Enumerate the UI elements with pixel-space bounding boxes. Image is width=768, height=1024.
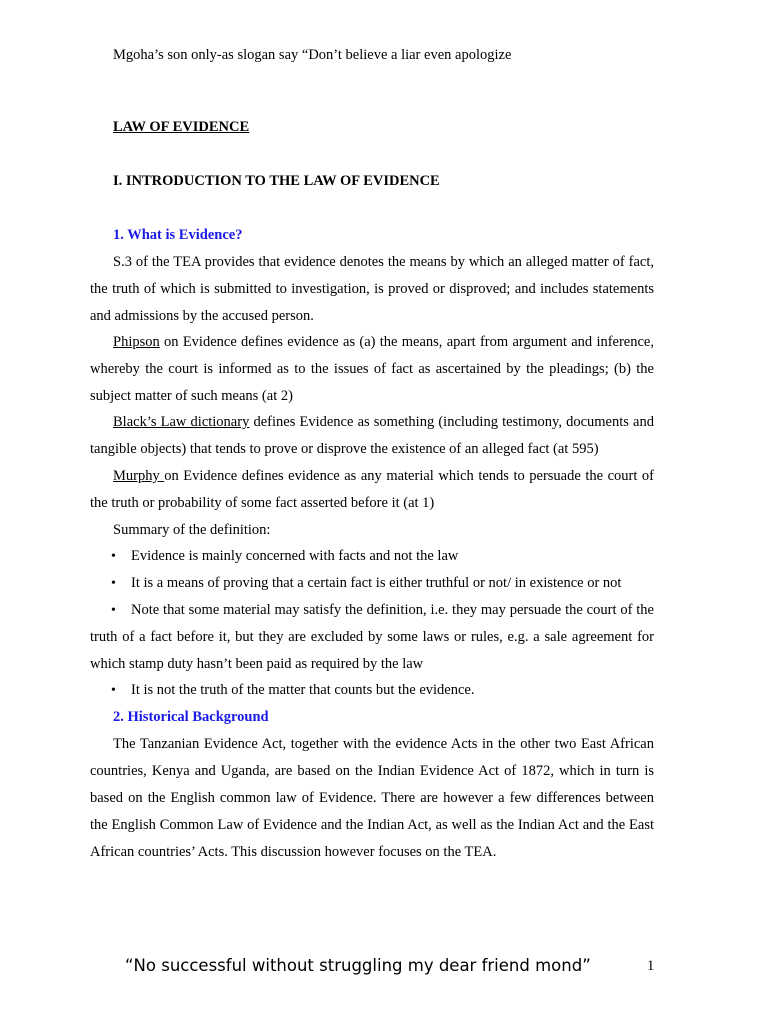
list-item-text: Note that some material may satisfy the definition, i.e. they may persuade the court of the truth of a fact before it, but they are excluded by some laws or rules, e.g. a sale agreement for which stamp duty hasn’t been paid as required by the law [90,602,654,672]
list-item-text: It is not the truth of the matter that counts but the evidence. [131,682,475,698]
bullet-icon: • [111,549,116,564]
subsection-heading-what-is-evidence: 1. What is Evidence? [113,227,243,243]
document-title [90,114,654,141]
list-item [90,543,654,570]
subsection-heading-historical-background: 2. Historical Background [113,709,269,725]
bullet-icon: • [111,683,116,698]
list-item [90,570,654,597]
list-item [90,597,654,678]
paragraph-phipson [90,329,654,410]
section-heading: I. INTRODUCTION TO THE LAW OF EVIDENCE [113,173,440,189]
summary-label: Summary of the definition: [113,522,271,538]
list-item-text: Evidence is mainly concerned with facts and not the law [131,548,459,564]
murphy-text: on Evidence defines evidence as any material which tends to persuade the court of the truth or probability of some fact asserted before it (at 1) [90,468,654,511]
paragraph-blacks-law [90,409,654,463]
header-note: Mgoha’s son only-as slogan say “Don’t believe a liar even apologize [113,47,512,63]
document-title-text: LAW OF EVIDENCE [113,119,250,135]
phipson-source: Phipson [113,334,160,350]
bullet-icon: • [111,576,116,591]
blacks-law-source: Black’s Law dictionary [113,414,250,430]
footer-quote: “No successful without struggling my dear friend mond” [125,956,591,975]
paragraph-murphy [90,463,654,517]
page-footer [0,953,768,979]
paragraph-tea-definition: S.3 of the TEA provides that evidence denotes the means by which an alleged matter of fact, the truth of which is submitted to investigation, is proved or disproved; and includes statements and admissions by the accused person. [90,254,654,324]
page-number: 1 [647,958,655,974]
phipson-text: on Evidence defines evidence as (a) the means, apart from argument and inference, whereby the court is informed as to the issues of fact as ascertained by the pleadings; (b) the subject matter of such means (at 2) [90,334,654,404]
list-item [90,677,654,704]
murphy-source: Murphy [113,468,165,484]
list-item-text: It is a means of proving that a certain fact is either truthful or not/ in existence or not [131,575,622,591]
blacks-law-text: defines Evidence as something (including testimony, documents and tangible objects) that tends to prove or disprove the existence of an alleged fact (at 595) [90,414,654,457]
paragraph-historical-background: The Tanzanian Evidence Act, together with the evidence Acts in the other two East African countries, Kenya and Uganda, are based on the Indian Evidence Act of 1872, which in turn is based on the English common law of Evidence. There are however a few differences between the English Common Law of Evidence and the Indian Act, as well as the Indian Act and the East African countries’ Acts. This discussion however focuses on the TEA. [90,736,654,860]
bullet-icon: • [111,603,116,618]
